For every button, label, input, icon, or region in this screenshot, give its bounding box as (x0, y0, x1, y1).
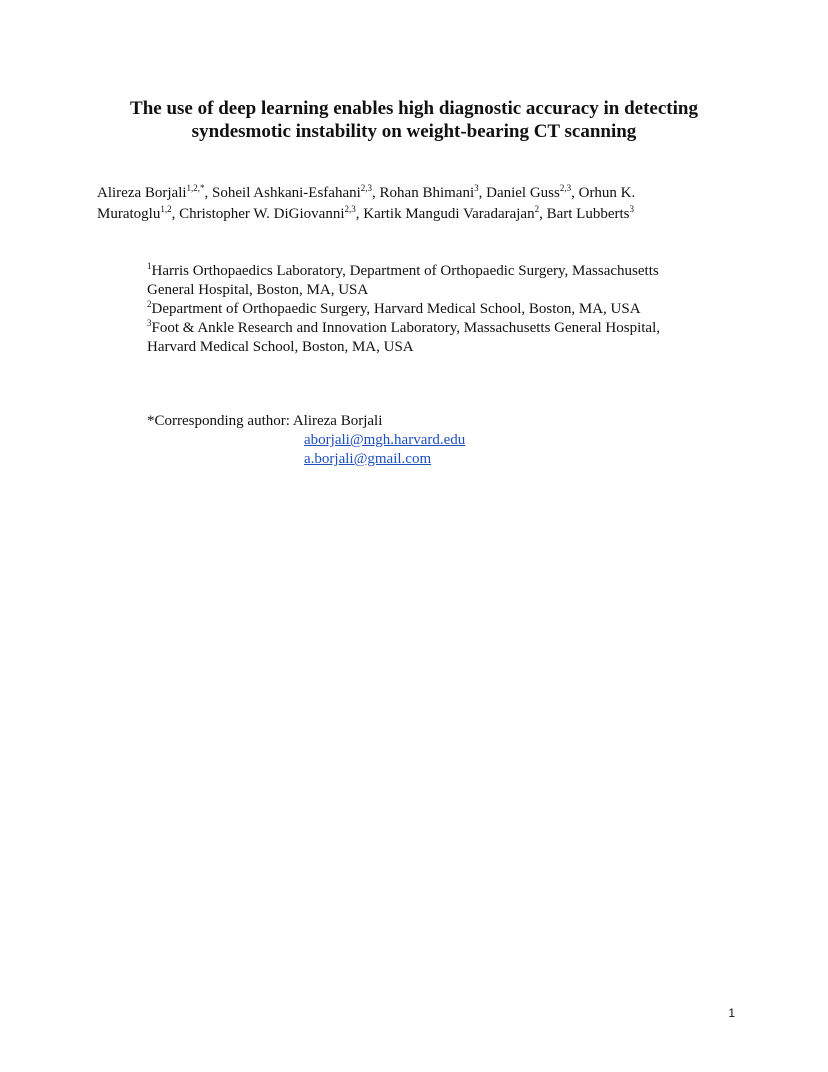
author-affiliation-mark: 1,2 (160, 204, 172, 214)
affiliation-list (147, 262, 747, 357)
author-name: , Daniel Guss (478, 185, 560, 201)
author-affiliation-mark: 2 (534, 204, 540, 214)
email-line-1 (147, 431, 747, 450)
author-name: , Christopher W. DiGiovanni (171, 206, 345, 222)
paper-title (0, 97, 828, 143)
author-affiliation-mark: 1,2,* (186, 183, 205, 193)
author-line-1 (97, 183, 737, 204)
title-line-1: The use of deep learning enables high diagnostic accuracy in detecting (130, 98, 698, 119)
author-name: , Orhun K. (571, 185, 636, 201)
affiliation-2 (147, 300, 747, 319)
author-affiliation-mark: 2,3 (360, 183, 373, 193)
author-list (97, 183, 737, 225)
affiliation-text: Harris Orthopaedics Laboratory, Department of Orthopaedic Surgery, Massachusetts (151, 263, 659, 279)
affiliation-number: 3 (147, 318, 152, 328)
affiliation-number: 2 (147, 299, 152, 309)
author-name: , Soheil Ashkani-Esfahani (204, 185, 361, 201)
affiliation-3-line-2: Harvard Medical School, Boston, MA, USA (147, 339, 414, 355)
email-link-gmail[interactable]: a.borjali@gmail.com (304, 451, 432, 467)
email-line-2 (147, 450, 747, 469)
author-name: , Kartik Mangudi Varadarajan (355, 206, 535, 222)
title-line-2: syndesmotic instability on weight-bearing CT scanning (191, 121, 637, 142)
affiliation-1-line-2: General Hospital, Boston, MA, USA (147, 282, 369, 298)
author-line-2 (97, 204, 737, 225)
affiliation-text: Department of Orthopaedic Surgery, Harvard Medical School, Boston, MA, USA (151, 301, 641, 317)
author-affiliation-mark: 2,3 (344, 204, 356, 214)
corresponding-author-block (147, 412, 747, 469)
affiliation-3-line-1 (147, 319, 747, 338)
author-affiliation-mark: 3 (629, 204, 634, 214)
author-name: Alireza Borjali (97, 185, 187, 201)
email-link-mgh[interactable]: aborjali@mgh.harvard.edu (304, 432, 466, 448)
author-name: , Bart Lubberts (539, 206, 630, 222)
author-name: Muratoglu (97, 206, 161, 222)
author-affiliation-mark: 2,3 (559, 183, 572, 193)
author-affiliation-mark: 3 (474, 183, 479, 193)
affiliation-1-line-1 (147, 262, 747, 281)
page-number: 1 (728, 1006, 735, 1020)
author-name: , Rohan Bhimani (372, 185, 475, 201)
corresponding-author-label: *Corresponding author: Alireza Borjali (147, 413, 383, 429)
affiliation-number: 1 (147, 261, 152, 271)
affiliation-text: Foot & Ankle Research and Innovation Laboratory, Massachusetts General Hospital, (151, 320, 660, 336)
